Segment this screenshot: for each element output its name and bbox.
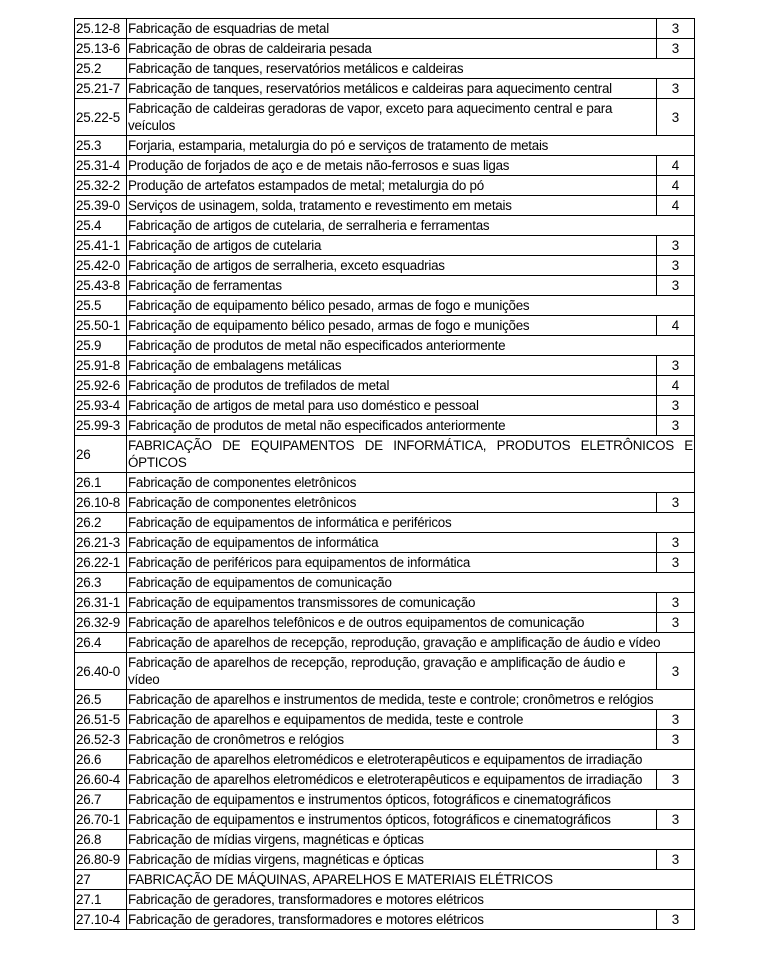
risk-grade-cell: 3: [657, 396, 695, 416]
activity-description-cell: Fabricação de obras de caldeiraria pesada: [127, 39, 657, 59]
cnae-code-cell: 25.39-0: [75, 196, 127, 216]
table-row: [75, 136, 695, 156]
risk-grade-cell: 3: [657, 19, 695, 39]
cnae-code-cell: 26.7: [75, 790, 127, 810]
risk-grade-cell: 3: [657, 416, 695, 436]
cnae-code-cell: 26.5: [75, 690, 127, 710]
cnae-code-cell: 26: [75, 436, 127, 473]
table-row: [75, 633, 695, 653]
risk-grade-cell: 4: [657, 156, 695, 176]
activity-description-cell: Fabricação de equipamentos e instrumentos ópticos, fotográficos e cinematográficos: [127, 790, 695, 810]
table-row: [75, 59, 695, 79]
table-row: [75, 236, 695, 256]
activity-description-cell: Serviços de usinagem, solda, tratamento e revestimento em metais: [127, 196, 657, 216]
cnae-code-cell: 26.80-9: [75, 850, 127, 870]
cnae-code-cell: 26.22-1: [75, 553, 127, 573]
cnae-code-cell: 26.32-9: [75, 613, 127, 633]
cnae-code-cell: 27.10-4: [75, 910, 127, 930]
activity-description-cell: Fabricação de produtos de metal não especificados anteriormente: [127, 336, 695, 356]
table-row: [75, 613, 695, 633]
cnae-code-cell: 26.60-4: [75, 770, 127, 790]
cnae-code-cell: 25.92-6: [75, 376, 127, 396]
cnae-code-cell: 26.2: [75, 513, 127, 533]
activity-description-cell: Fabricação de produtos de trefilados de metal: [127, 376, 657, 396]
activity-description-cell: Fabricação de equipamentos de informática e periféricos: [127, 513, 695, 533]
table-row: [75, 473, 695, 493]
cnae-code-cell: 25.2: [75, 59, 127, 79]
activity-description-cell: Fabricação de aparelhos de recepção, reprodução, gravação e amplificação de áudio e vídeo: [127, 653, 657, 690]
risk-grade-cell: 3: [657, 730, 695, 750]
table-row: [75, 416, 695, 436]
cnae-code-cell: 25.93-4: [75, 396, 127, 416]
table-row: [75, 376, 695, 396]
table-row: [75, 336, 695, 356]
risk-grade-cell: 3: [657, 533, 695, 553]
activity-description-cell: Fabricação de produtos de metal não especificados anteriormente: [127, 416, 657, 436]
table-row: [75, 810, 695, 830]
activity-description-cell: Fabricação de periféricos para equipamentos de informática: [127, 553, 657, 573]
cnae-code-cell: 26.10-8: [75, 493, 127, 513]
activity-description-cell: Fabricação de aparelhos e instrumentos de medida, teste e controle; cronômetros e relógios: [127, 690, 695, 710]
cnae-code-cell: 25.22-5: [75, 99, 127, 136]
table-row: [75, 750, 695, 770]
risk-grade-cell: 3: [657, 99, 695, 136]
cnae-code-cell: 25.4: [75, 216, 127, 236]
table-row: [75, 176, 695, 196]
activity-description-cell: Fabricação de aparelhos telefônicos e de outros equipamentos de comunicação: [127, 613, 657, 633]
table-row: [75, 553, 695, 573]
risk-grade-cell: 4: [657, 316, 695, 336]
risk-grade-cell: 3: [657, 770, 695, 790]
cnae-code-cell: 25.42-0: [75, 256, 127, 276]
table-row: [75, 890, 695, 910]
risk-grade-cell: 3: [657, 653, 695, 690]
cnae-code-cell: 26.1: [75, 473, 127, 493]
risk-grade-cell: 3: [657, 356, 695, 376]
cnae-code-cell: 25.91-8: [75, 356, 127, 376]
activity-description-cell: Fabricação de tanques, reservatórios metálicos e caldeiras: [127, 59, 695, 79]
table-row: [75, 870, 695, 890]
table-row: [75, 533, 695, 553]
cnae-code-cell: 25.99-3: [75, 416, 127, 436]
risk-grade-cell: 3: [657, 850, 695, 870]
risk-grade-cell: 3: [657, 613, 695, 633]
cnae-code-cell: 26.31-1: [75, 593, 127, 613]
risk-grade-cell: 4: [657, 376, 695, 396]
cnae-code-cell: 25.41-1: [75, 236, 127, 256]
activity-description-cell: Fabricação de aparelhos eletromédicos e eletroterapêuticos e equipamentos de irradiação: [127, 750, 695, 770]
activity-description-cell: Fabricação de aparelhos de recepção, reprodução, gravação e amplificação de áudio e vídeo: [127, 633, 695, 653]
table-row: [75, 653, 695, 690]
activity-description-cell: Fabricação de geradores, transformadores e motores elétricos: [127, 910, 657, 930]
cnae-code-cell: 26.52-3: [75, 730, 127, 750]
table-row: [75, 710, 695, 730]
cnae-code-cell: 25.3: [75, 136, 127, 156]
table-row: [75, 156, 695, 176]
activity-description-cell: Produção de forjados de aço e de metais não-ferrosos e suas ligas: [127, 156, 657, 176]
table-row: [75, 356, 695, 376]
table-row: [75, 830, 695, 850]
cnae-code-cell: 26.6: [75, 750, 127, 770]
risk-grade-cell: 3: [657, 236, 695, 256]
activity-description-cell: Fabricação de equipamento bélico pesado, armas de fogo e munições: [127, 316, 657, 336]
activity-description-cell: Fabricação de cronômetros e relógios: [127, 730, 657, 750]
table-row: [75, 316, 695, 336]
activity-description-cell: Fabricação de ferramentas: [127, 276, 657, 296]
table-row: [75, 730, 695, 750]
cnae-code-cell: 26.70-1: [75, 810, 127, 830]
activity-description-cell: Fabricação de artigos de cutelaria, de serralheria e ferramentas: [127, 216, 695, 236]
activity-description-cell: Fabricação de equipamentos de informática: [127, 533, 657, 553]
cnae-code-cell: 25.9: [75, 336, 127, 356]
table-row: [75, 493, 695, 513]
table-row: [75, 216, 695, 236]
table-body: [75, 19, 695, 930]
cnae-code-cell: 27.1: [75, 890, 127, 910]
activity-description-cell: Produção de artefatos estampados de metal; metalurgia do pó: [127, 176, 657, 196]
cnae-code-cell: 27: [75, 870, 127, 890]
activity-description-cell: Fabricação de artigos de serralheria, exceto esquadrias: [127, 256, 657, 276]
cnae-code-cell: 25.12-8: [75, 19, 127, 39]
table-row: [75, 593, 695, 613]
table-row: [75, 39, 695, 59]
cnae-code-cell: 26.21-3: [75, 533, 127, 553]
risk-grade-cell: 3: [657, 553, 695, 573]
activity-description-cell: Fabricação de equipamentos de comunicação: [127, 573, 695, 593]
risk-grade-cell: 3: [657, 593, 695, 613]
risk-grade-cell: 4: [657, 176, 695, 196]
risk-grade-cell: 3: [657, 276, 695, 296]
risk-grade-cell: 3: [657, 710, 695, 730]
cnae-code-cell: 26.3: [75, 573, 127, 593]
table-row: [75, 770, 695, 790]
cnae-code-cell: 25.43-8: [75, 276, 127, 296]
cnae-code-cell: 26.4: [75, 633, 127, 653]
activity-description-cell: Fabricação de mídias virgens, magnéticas e ópticas: [127, 830, 695, 850]
activity-description-cell: Fabricação de esquadrias de metal: [127, 19, 657, 39]
activity-description-cell: FABRICAÇÃO DE MÁQUINAS, APARELHOS E MATERIAIS ELÉTRICOS: [127, 870, 695, 890]
table-row: [75, 19, 695, 39]
activity-description-cell: Forjaria, estamparia, metalurgia do pó e serviços de tratamento de metais: [127, 136, 695, 156]
activity-description-cell: Fabricação de componentes eletrônicos: [127, 473, 695, 493]
cnae-risk-table: [74, 18, 695, 930]
activity-description-cell: Fabricação de mídias virgens, magnéticas e ópticas: [127, 850, 657, 870]
risk-grade-cell: 3: [657, 910, 695, 930]
table-row: [75, 910, 695, 930]
table-row: [75, 276, 695, 296]
activity-description-cell: Fabricação de artigos de cutelaria: [127, 236, 657, 256]
activity-description-cell: Fabricação de embalagens metálicas: [127, 356, 657, 376]
activity-description-cell: Fabricação de artigos de metal para uso doméstico e pessoal: [127, 396, 657, 416]
activity-description-cell: FABRICAÇÃO DE EQUIPAMENTOS DE INFORMÁTICA, PRODUTOS ELETRÔNICOS E ÓPTICOS: [127, 436, 695, 473]
risk-grade-cell: 3: [657, 79, 695, 99]
table-row: [75, 573, 695, 593]
activity-description-cell: Fabricação de componentes eletrônicos: [127, 493, 657, 513]
cnae-code-cell: 25.50-1: [75, 316, 127, 336]
activity-description-cell: Fabricação de geradores, transformadores e motores elétricos: [127, 890, 695, 910]
table-row: [75, 99, 695, 136]
table-row: [75, 196, 695, 216]
table-row: [75, 79, 695, 99]
risk-grade-cell: 3: [657, 39, 695, 59]
risk-grade-cell: 3: [657, 493, 695, 513]
table-row: [75, 436, 695, 473]
risk-grade-cell: 3: [657, 256, 695, 276]
activity-description-cell: Fabricação de aparelhos eletromédicos e eletroterapêuticos e equipamentos de irradiação: [127, 770, 657, 790]
table-row: [75, 513, 695, 533]
activity-description-cell: Fabricação de caldeiras geradoras de vapor, exceto para aquecimento central e para veículos: [127, 99, 657, 136]
table-row: [75, 790, 695, 810]
cnae-code-cell: 26.40-0: [75, 653, 127, 690]
table-row: [75, 690, 695, 710]
cnae-code-cell: 25.5: [75, 296, 127, 316]
cnae-code-cell: 26.8: [75, 830, 127, 850]
activity-description-cell: Fabricação de equipamentos e instrumentos ópticos, fotográficos e cinematográficos: [127, 810, 657, 830]
risk-grade-cell: 4: [657, 196, 695, 216]
cnae-code-cell: 26.51-5: [75, 710, 127, 730]
activity-description-cell: Fabricação de tanques, reservatórios metálicos e caldeiras para aquecimento central: [127, 79, 657, 99]
risk-grade-cell: 3: [657, 810, 695, 830]
cnae-code-cell: 25.31-4: [75, 156, 127, 176]
cnae-code-cell: 25.21-7: [75, 79, 127, 99]
table-row: [75, 396, 695, 416]
activity-description-cell: Fabricação de equipamento bélico pesado, armas de fogo e munições: [127, 296, 695, 316]
table-row: [75, 850, 695, 870]
cnae-code-cell: 25.13-6: [75, 39, 127, 59]
activity-description-cell: Fabricação de aparelhos e equipamentos de medida, teste e controle: [127, 710, 657, 730]
table-row: [75, 256, 695, 276]
cnae-code-cell: 25.32-2: [75, 176, 127, 196]
table-row: [75, 296, 695, 316]
activity-description-cell: Fabricação de equipamentos transmissores de comunicação: [127, 593, 657, 613]
